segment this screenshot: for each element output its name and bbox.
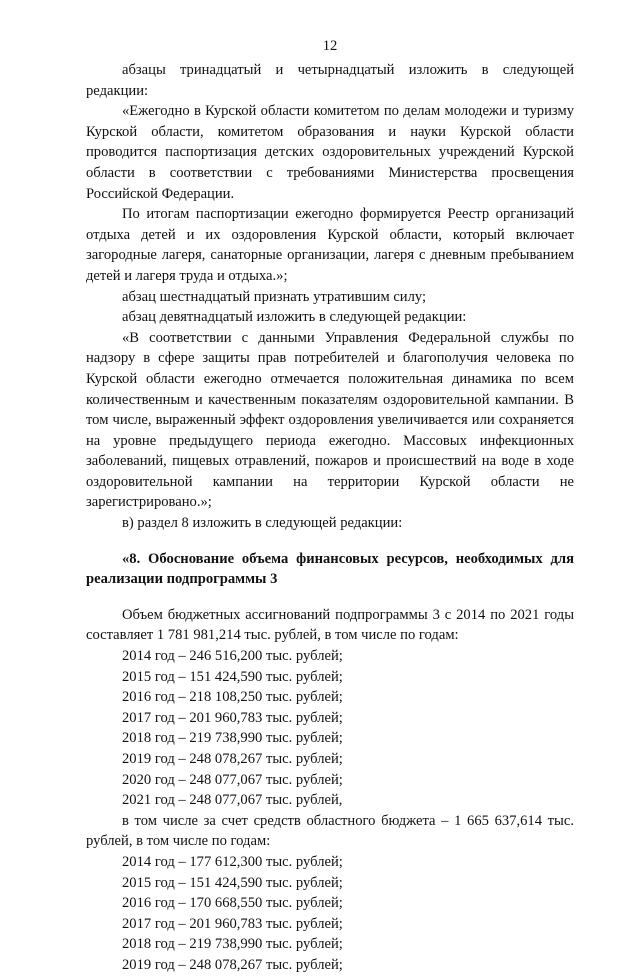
paragraph-passportization: «Ежегодно в Курской области комитетом по делам молодежи и туризму Курской области, комитетом образования и науки Курской области проводится паспортизация детских оздоровительных учреждений Курской области в соответствии с требованиями Министерства просвещения Российской Федерации.: [86, 103, 574, 202]
list-item: 2017 год – 201 960,783 тыс. рублей;: [122, 915, 343, 932]
list-item: 2019 год – 248 078,267 тыс. рублей;: [122, 751, 343, 767]
paragraph-rospotrebnadzor: «В соответствии с данными Управления Федеральной службы по надзору в сфере защиты прав потребителей и благополучия человека по Курской области ежегодно отмечается положительная динамика по всем количественным и качественным показателям оздоровительной кампании. В том числе, выраженный эффект оздоровления увеличивается или сохраняется на уровне предыдущего периода ежегодно. Массовых инфекционных заболеваний, пищевых отравлений, пожаров и происшествий на воде в ходе оздоровительной кампании на территории Курской области не зарегистрировано.»;: [86, 329, 574, 511]
list-item: 2016 год – 218 108,250 тыс. рублей;: [122, 689, 343, 706]
list-item: 2018 год – 219 738,990 тыс. рублей;: [122, 936, 343, 953]
paragraph-total-budget: Объем бюджетных ассигнований подпрограммы 3 с 2014 по 2021 годы составляет 1 781 981,214 тыс. рублей, в том числе по годам:: [86, 606, 574, 644]
list-item: 2014 год – 246 516,200 тыс. рублей;: [122, 648, 343, 665]
list-item: 2020 год – 248 077,067 тыс. рублей;: [122, 771, 343, 788]
paragraph-regional-budget: в том числе за счет средств областного бюджета – 1 665 637,614 тыс. рублей, в том числе по годам:: [86, 812, 574, 850]
list-item: 2017 год – 201 960,783 тыс. рублей;: [122, 709, 343, 726]
paragraph-amend-19: абзац девятнадцатый изложить в следующей редакции:: [122, 309, 467, 326]
list-item: 2015 год – 151 424,590 тыс. рублей;: [122, 874, 343, 891]
regional-by-year-list: [86, 852, 574, 976]
paragraph-section-8: в) раздел 8 изложить в следующей редакции:: [122, 515, 403, 532]
list-item: 2016 год – 170 668,550 тыс. рублей;: [122, 895, 343, 912]
section-heading: «8. Обоснование объема финансовых ресурсов, необходимых для реализации подпрограммы 3: [86, 550, 574, 588]
list-item: 2021 год – 248 077,067 тыс. рублей,: [122, 792, 343, 809]
paragraph-registry: По итогам паспортизации ежегодно формируется Реестр организаций отдыха детей и их оздоровления Курской области, который включает загородные лагеря, санаторные организации, лагеря с дневным пребыванием детей и лагеря труда и отдыха.»;: [86, 206, 574, 284]
document-body: [86, 60, 574, 976]
list-item: 2018 год – 219 738,990 тыс. рублей;: [122, 730, 343, 747]
list-item: 2014 год – 177 612,300 тыс. рублей;: [122, 853, 343, 870]
page-number: 12: [322, 38, 338, 54]
list-item: 2019 год – 248 078,267 тыс. рублей;: [122, 956, 343, 973]
list-item: 2015 год – 151 424,590 тыс. рублей;: [122, 668, 343, 685]
paragraph-abolish-16: абзац шестнадцатый признать утратившим силу;: [122, 288, 427, 305]
paragraph-amend-13-14: абзацы тринадцатый и четырнадцатый изложить в следующей редакции:: [86, 62, 574, 99]
total-by-year-list: [86, 646, 574, 811]
